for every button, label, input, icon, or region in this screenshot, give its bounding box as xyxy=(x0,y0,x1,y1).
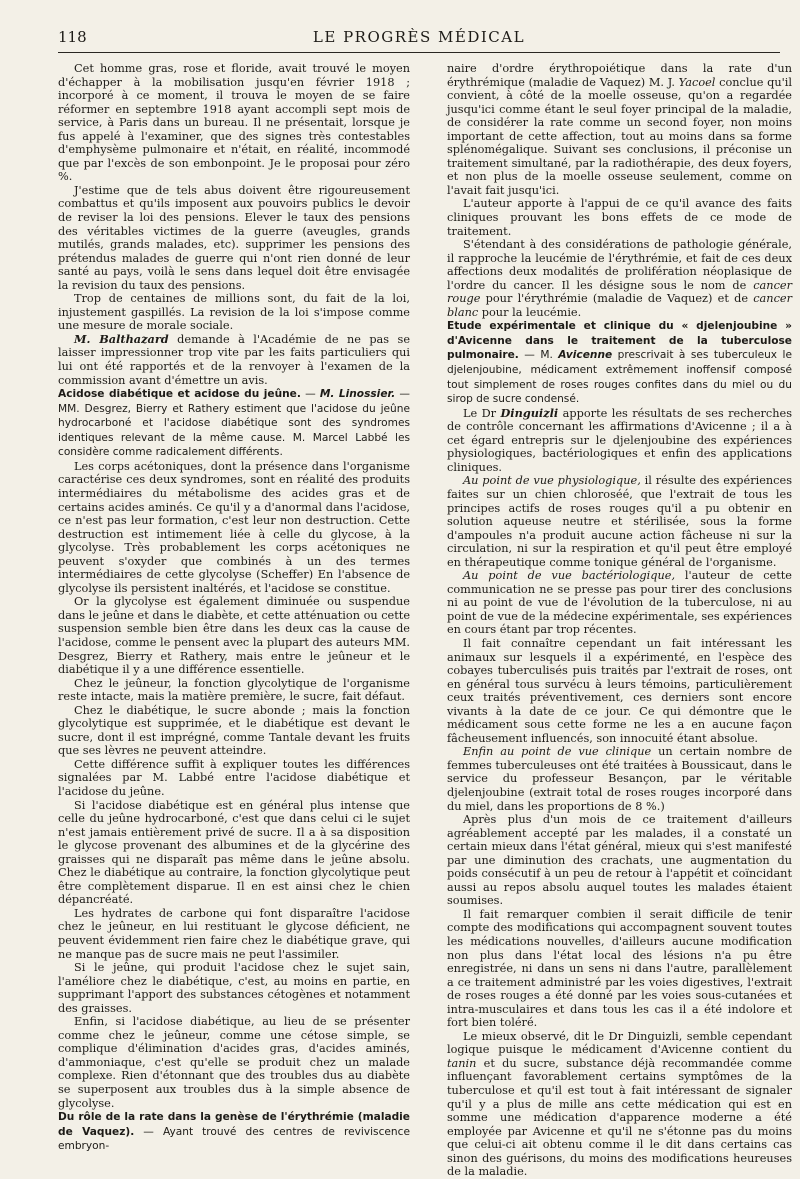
paragraph: Enfin, si l'acidose diabétique, au lieu de se présenter comme chez le jeûneur, comme une cétose simple, se complique d'élimination d'acides gras, d'acides aminés, d'ammoniaque, c'est qu'elle se produit chez un malade complexe. Rien d'étonnant que des troubles dus au diabète se superposent aux troubles dus à la simple absence de glycolyse. xyxy=(58,1015,410,1110)
paragraph xyxy=(447,1030,792,1179)
left-column xyxy=(58,62,410,1154)
paragraph: L'auteur apporte à l'appui de ce qu'il avance des faits cliniques prouvant les bons effets de ce mode de traitement. xyxy=(447,197,792,238)
paragraph: J'estime que de tels abus doivent être rigoureusement combattus et qu'ils imposent aux pouvoirs publics le devoir de reviser la loi des pensions. Elever le taux des pensions des véritables victimes de la guerre (aveugles, grands mutilés, grands malades, etc). supprimer les pensions des prétendus malades de guerre qui n'ont rien donné de leur santé au pays, voilà le sens dans lequel doit être envisagée la revision du taux des pensions. xyxy=(58,183,410,292)
journal-title: LE PROGRÈS MÉDICAL xyxy=(312,28,526,46)
right-column xyxy=(447,62,792,1179)
paragraph xyxy=(447,62,792,197)
paragraph xyxy=(447,569,792,637)
section-paragraph xyxy=(58,387,410,460)
italic-term: cancer rouge xyxy=(447,278,792,306)
paragraph: Chez le jeûneur, la fonction glycolytique de l'organisme reste intacte, mais la matière première, le sucre, fait défaut. xyxy=(58,676,410,704)
paragraph: Cet homme gras, rose et floride, avait trouvé le moyen d'échapper à la mobilisation jusqu'en février 1918 ; incorporé à ce moment, il trouva le moyen de se faire réformer en septembre 1918 ayant accompli sept mois de service, à Paris dans un bureau. Il ne présentait, lorsque je fus appelé à l'examiner, que des signes très contestables d'emphysème pulmonaire et n'était, en réalité, incommodé que par l'excès de son embonpoint. Je le proposai pour zéro %. xyxy=(58,62,410,184)
section-text: — Ayant trouvé des centres de reviviscence embryon- xyxy=(58,1125,410,1153)
paragraph-text: naire d'ordre érythropoiétique dans la rate d'un érythrémique (maladie de Vaquez) M. J. xyxy=(447,62,792,89)
page-number: 118 xyxy=(58,28,87,46)
author-name: Yacoel xyxy=(678,75,716,89)
section-paragraph xyxy=(58,1110,410,1154)
paragraph-text: l'auteur de cette communication ne se presse pas pour tirer des conclusions ni au point de vue de l'évolution de la tuberculose, ni au point de vue de la médecine expérimentale, ses expériences en cours étant par trop récentes. xyxy=(447,569,792,637)
section-title: Acidose diabétique et acidose du jeûne. xyxy=(58,388,301,401)
paragraph-text: conclue qu'il convient, à côté de la moelle osseuse, qu'on a regardée jusqu'ici comme étant le seul foyer principal de la maladie, de considérer la rate comme un second foyer, non moins important de cette affection, tout au moins dans sa forme splénomégalique. Suivant ses conclusions, il préconise un traitement simultané, par la radiothérapie, des deux foyers, et non plus de la moelle osseuse seulement, comme on l'avait fait jusqu'ici. xyxy=(447,75,793,197)
paragraph: Cette différence suffit à expliquer toutes les différences signalées par M. Labbé entre l'acidose diabétique et l'acidose du jeûne. xyxy=(58,757,410,798)
paragraph xyxy=(447,474,792,569)
paragraph: Si le jeûne, qui produit l'acidose chez le sujet sain, l'améliore chez le diabétique, c'est, au moins en partie, en supprimant l'apport des substances cétogènes et notamment des graisses. xyxy=(58,961,410,1015)
paragraph: Il fait remarquer combien il serait difficile de tenir compte des modifications qui accompagnent souvent toutes les médications nouvelles, d'ailleurs aucune modification non plus dans l'état local des lésions n'a pu être enregistrée, ni dans un sens ni dans l'autre, parallèlement a ce traitement administré par les voies digestives, l'extrait de roses rouges a été donné par les voies sous-cutanées et intra-musculaires et dans tous les cas il a été indolore et fort bien toléré. xyxy=(447,907,792,1030)
paragraph-text: apporte les résultats de ses recherches de contrôle concernant les affirmations d'Avicenne ; il a à cet égard entrepris sur le djelenjoubine des expériences physiologiques, bactériologiques et enfin des applications cliniques. xyxy=(447,406,792,474)
section-text: prescrivait à ses tuberculeux le djelenjoubine, médicament extrêmement inoffensif composé tout simplement de roses rouges confites dans du miel ou du sirop de sucre condensé. xyxy=(447,349,792,406)
author-name: M. Balthazard xyxy=(74,331,169,346)
paragraph-text: pour l'érythrémie (maladie de Vaquez) et de xyxy=(480,292,754,306)
italic-term: cancer blanc xyxy=(447,292,792,319)
paragraph xyxy=(447,407,792,475)
italic-lead: Au point de vue bactériologique, xyxy=(463,569,676,583)
section-title: Du rôle de la rate dans la genèse de l'érythrémie (maladie de Vaquez). xyxy=(58,1111,410,1138)
paragraph-text: il résulte des expériences faites sur un chien chloroséé, que l'extrait de tous les principes actifs de roses rouges qu'il a pu obtenir en solution aqueuse neutre et stérilisée, sous la forme d'ampoules n'a produit aucune action fâcheuse ni sur la circulation, ni sur la respiration et qu'il peut être employé en thérapeutique comme tonique général de l'organisme. xyxy=(447,474,792,569)
paragraph xyxy=(447,745,792,813)
paragraph: Il fait connaître cependant un fait intéressant les animaux sur lesquels il a expérimenté, en l'espèce des cobayes tuberculisés puis traités par l'extrait de roses, ont en général tous survécu à leurs témoins, particulièrement ceux traités préventivement, ces derniers sont encore vivants à la date de ce jour. Ce qui démontre que le médicament sous cette forme ne les a en aucune façon fâcheusement influencés, son innocuité étant absolue. xyxy=(447,636,792,745)
paragraph-text: un certain nombre de femmes tuberculeuses ont été traitées à Boussicaut, dans le service du professeur Besançon, par le véritable djelenjoubine (extrait total de roses rouges incorporé dans du miel, dans les proportions de 8 %.) xyxy=(447,745,793,813)
paragraph-text: Le Dr xyxy=(463,406,501,420)
paragraph xyxy=(447,238,792,319)
paragraph-text: S'étendant à des considérations de pathologie générale, il rapproche la leucémie de l'érythrémie, et fait de ces deux affections deux modalités de prolifération néoplasique de l'ordre du cancer. Il les désigne sous le nom de xyxy=(447,238,792,292)
paragraph-text: Le mieux observé, dit le Dr Dinguizli, semble cependant logique puisque le médicament d'Avicenne contient du xyxy=(447,1029,792,1057)
author-name: Dinguizli xyxy=(500,405,559,420)
paragraph: Chez le diabétique, le sucre abonde ; mais la fonction glycolytique est supprimée, et le diabétique est devant le sucre, dont il est imprégné, comme Tantale devant les fruits que ses lèvres ne peuvent atteindre. xyxy=(58,703,410,758)
section-author: Avicenne xyxy=(558,349,613,362)
page-header xyxy=(58,28,780,53)
paragraph-text: demande à l'Académie de ne pas se laisser impressionner trop vite par les faits particuliers qui lui ont été rapportés et de la renvoyer à l'examen de la commission avant d'émettre un avis. xyxy=(58,332,411,387)
section-dash: — M. xyxy=(518,349,559,362)
paragraph: Si l'acidose diabétique est en général plus intense que celle du jeûne hydrocarboné, c'est que dans celui ci le sujet n'est jamais entièrement privé de sucre. Il a à sa disposition le glycose provenant des albumines et de la glycérine des graisses qui ne disparaît pas même dans le jeûne absolu. Chez le diabétique au contraire, la fonction glycolytique peut être complètement disparue. Il en est ainsi chez le chien dépancréaté. xyxy=(58,798,410,907)
paragraph: Les corps acétoniques, dont la présence dans l'organisme caractérise ces deux syndromes, sont en réalité des produits intermédiaires du métabolisme des acides gras et de certains acides aminés. Ce qu'il y a d'anormal dans l'acidose, ce n'est pas leur formation, c'est leur non destruction. Cette destruction est intimement liée à celle du glycose, à la glycolyse. Très probablement les corps acétoniques ne peuvent s'oxyder que combinés à un des termes intermédiaires de cette glycolyse (Scheffer) En l'absence de glycolyse ils persistent inaltérés, et l'acidose se constitue. xyxy=(58,459,410,595)
italic-term: tanin xyxy=(447,1056,477,1070)
paragraph: Or la glycolyse est également diminuée ou suspendue dans le jeûne et dans le diabète, et cette atténuation ou cette suspension semble bien être dans les deux cas la cause de l'acidose, comme le pensent avec la plupart des auteurs MM. Desgrez, Bierry et Rathery, mais entre le jeûneur et le diabétique il y a une différence essentielle. xyxy=(58,595,411,677)
section-author: M. Linossier. xyxy=(319,388,396,401)
section-dash: — xyxy=(300,388,320,401)
section-text: — MM. Desgrez, Bierry et Rathery estiment que l'acidose du jeûne hydrocarboné et l'acidose diabétique sont des syndromes identiques relevant de la même cause. M. Marcel Labbé les considère comme radicalement différents. xyxy=(58,388,411,459)
paragraph: Après plus d'un mois de ce traitement d'ailleurs agréablement accepté par les malades, il a constaté un certain mieux dans l'état général, mieux qui s'est manifesté par une diminution des crachats, une augmentation du poids consécutif à un peu de retour à l'appétit et coïncidant aussi au repos absolu auquel toutes les malades étaient soumises. xyxy=(447,813,792,908)
italic-lead: Au point de vue physiologique, xyxy=(463,474,641,488)
section-title: Etude expérimentale et clinique du « djelenjoubine » d'Avicenne dans le traitement de la tuberculose pulmonaire. xyxy=(447,320,792,362)
paragraph xyxy=(58,333,410,387)
paragraph: Trop de centaines de millions sont, du fait de la loi, injustement gaspillés. La revision de la loi s'impose comme une mesure de morale sociale. xyxy=(58,292,410,333)
paragraph-text: et du sucre, substance déjà recommandée comme influençant favorablement certains symptômes de la tuberculose et qu'il est tout à fait intéressant de signaler qu'il y a plus de mille ans cette médication qui est en somme une médication d'apparence moderne a été employée par Avicenne et qu'il ne s'étonne pas du moins que celui-ci ait obtenu comme il le dit dans certains cas sinon des guérisons, du moins des modifications heureuses de la maladie. xyxy=(447,1056,792,1179)
paragraph: Les hydrates de carbone qui font disparaître l'acidose chez le jeûneur, en lui restituant le glycose déficient, ne peuvent évidemment rien faire chez le diabétique grave, qui ne manque pas de sucre mais ne peut l'assimiler. xyxy=(58,906,410,961)
section-paragraph xyxy=(447,319,792,406)
paragraph-text: pour la leucémie. xyxy=(478,305,582,319)
italic-lead: Enfin au point de vue clinique xyxy=(463,745,652,759)
